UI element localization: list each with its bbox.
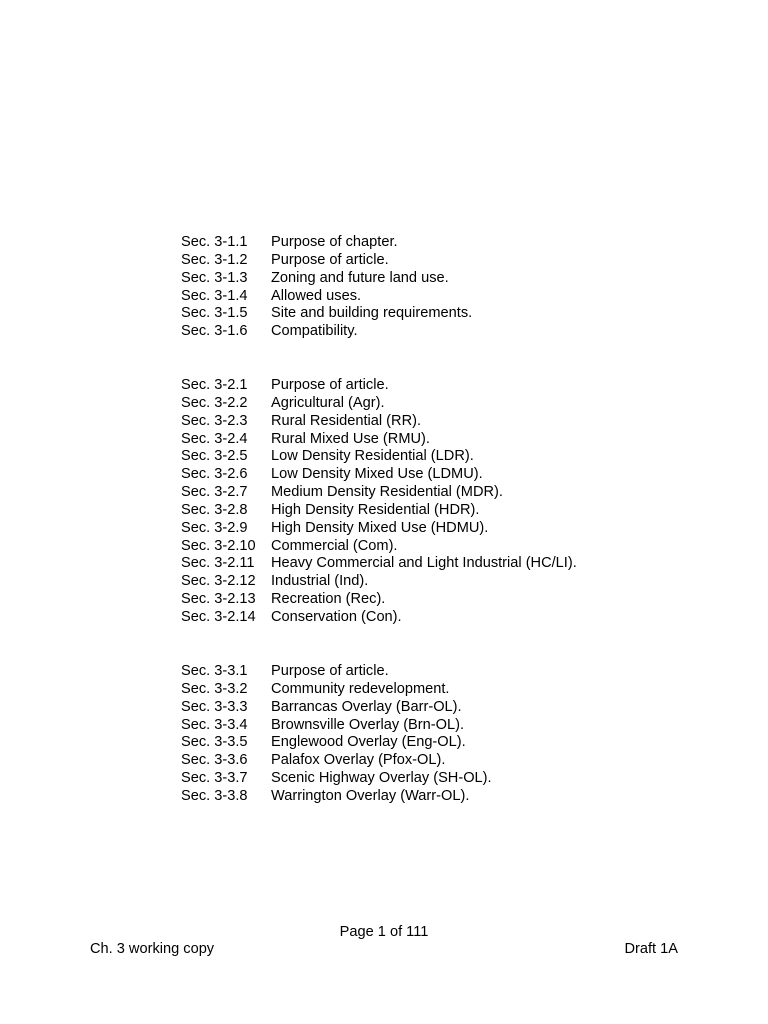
section-number: Sec. 3-2.9 bbox=[181, 519, 248, 536]
section-title: Purpose of chapter. bbox=[271, 234, 398, 250]
section-title: Zoning and future land use. bbox=[271, 269, 449, 286]
toc-entry bbox=[181, 609, 577, 627]
section-number: Sec. 3-3.4 bbox=[181, 716, 248, 733]
toc-entry bbox=[181, 502, 577, 520]
section-title: Compatibility. bbox=[271, 323, 358, 340]
section-number: Sec. 3-2.5 bbox=[181, 448, 248, 465]
toc-entry bbox=[181, 448, 577, 466]
section-title: Englewood Overlay (Eng-OL). bbox=[271, 734, 466, 751]
toc-group-article-1 bbox=[181, 234, 472, 341]
section-number: Sec. 3-3.6 bbox=[181, 752, 248, 769]
section-title: Low Density Residential (LDR). bbox=[271, 448, 474, 465]
toc-entry bbox=[181, 591, 577, 609]
section-title: Recreation (Rec). bbox=[271, 591, 386, 608]
toc-entry bbox=[181, 252, 472, 270]
section-number: Sec. 3-2.8 bbox=[181, 501, 248, 518]
toc-entry bbox=[181, 699, 492, 717]
section-number: Sec. 3-3.7 bbox=[181, 770, 248, 787]
section-number: Sec. 3-2.11 bbox=[181, 555, 255, 572]
section-title: Industrial (Ind). bbox=[271, 573, 369, 590]
section-title: Community redevelopment. bbox=[271, 680, 450, 697]
toc-entry bbox=[181, 520, 577, 538]
section-title: Conservation (Con). bbox=[271, 608, 402, 625]
footer-document-label: Ch. 3 working copy bbox=[90, 941, 215, 957]
toc-entry bbox=[181, 305, 472, 323]
toc-entry bbox=[181, 538, 577, 556]
section-number: Sec. 3-1.3 bbox=[181, 269, 248, 286]
section-title: Purpose of article. bbox=[271, 663, 389, 679]
section-title: Low Density Mixed Use (LDMU). bbox=[271, 466, 483, 483]
toc-entry bbox=[181, 788, 492, 806]
section-title: Palafox Overlay (Pfox-OL). bbox=[271, 752, 446, 769]
section-title: Purpose of article. bbox=[271, 377, 389, 393]
toc-entry bbox=[181, 717, 492, 735]
section-number: Sec. 3-2.10 bbox=[181, 537, 256, 554]
section-number: Sec. 3-2.14 bbox=[181, 608, 256, 625]
toc-entry bbox=[181, 681, 492, 699]
section-number: Sec. 3-1.2 bbox=[181, 251, 248, 268]
section-title: Medium Density Residential (MDR). bbox=[271, 484, 503, 501]
section-title: Site and building requirements. bbox=[271, 305, 473, 322]
section-title: Agricultural (Agr). bbox=[271, 394, 385, 411]
section-number: Sec. 3-2.7 bbox=[181, 484, 248, 501]
toc-entry bbox=[181, 734, 492, 752]
toc-entry bbox=[181, 323, 472, 341]
section-number: Sec. 3-2.12 bbox=[181, 573, 256, 590]
footer-draft-label: Draft 1A bbox=[624, 941, 678, 957]
toc-entry bbox=[181, 234, 472, 252]
toc-entry bbox=[181, 395, 577, 413]
section-number: Sec. 3-2.13 bbox=[181, 591, 256, 608]
toc-entry bbox=[181, 484, 577, 502]
toc-entry bbox=[181, 770, 492, 788]
section-number: Sec. 3-2.2 bbox=[181, 394, 248, 411]
toc-entry bbox=[181, 288, 472, 306]
section-title: Scenic Highway Overlay (SH-OL). bbox=[271, 770, 492, 787]
section-number: Sec. 3-2.4 bbox=[181, 430, 248, 447]
section-number: Sec. 3-3.8 bbox=[181, 787, 248, 804]
section-number: Sec. 3-3.1 bbox=[181, 663, 248, 679]
section-title: Rural Mixed Use (RMU). bbox=[271, 430, 430, 447]
toc-entry bbox=[181, 413, 577, 431]
section-title: Commercial (Com). bbox=[271, 537, 398, 554]
section-number: Sec. 3-1.4 bbox=[181, 287, 248, 304]
toc-entry bbox=[181, 377, 577, 395]
section-title: Rural Residential (RR). bbox=[271, 412, 422, 429]
toc-entry bbox=[181, 555, 577, 573]
section-number: Sec. 3-1.5 bbox=[181, 305, 248, 322]
toc-entry bbox=[181, 573, 577, 591]
section-number: Sec. 3-3.5 bbox=[181, 734, 248, 751]
section-title: Purpose of article. bbox=[271, 251, 389, 268]
section-title: Heavy Commercial and Light Industrial (HC/LI). bbox=[271, 555, 577, 572]
toc-entry bbox=[181, 270, 472, 288]
section-title: Allowed uses. bbox=[271, 287, 362, 304]
section-number: Sec. 3-2.6 bbox=[181, 466, 248, 483]
section-number: Sec. 3-1.1 bbox=[181, 234, 248, 250]
section-title: Brownsville Overlay (Brn-OL). bbox=[271, 716, 465, 733]
toc-entry bbox=[181, 431, 577, 449]
section-number: Sec. 3-3.3 bbox=[181, 698, 248, 715]
toc-entry bbox=[181, 466, 577, 484]
section-title: Barrancas Overlay (Barr-OL). bbox=[271, 698, 462, 715]
section-number: Sec. 3-1.6 bbox=[181, 323, 248, 340]
page-number: Page 1 of 111 bbox=[339, 924, 429, 940]
toc-group-article-3 bbox=[181, 663, 492, 806]
section-number: Sec. 3-2.1 bbox=[181, 377, 248, 393]
section-title: High Density Mixed Use (HDMU). bbox=[271, 519, 489, 536]
section-number: Sec. 3-3.2 bbox=[181, 680, 248, 697]
toc-entry bbox=[181, 663, 492, 681]
section-number: Sec. 3-2.3 bbox=[181, 412, 248, 429]
section-title: High Density Residential (HDR). bbox=[271, 501, 480, 518]
section-title: Warrington Overlay (Warr-OL). bbox=[271, 787, 470, 804]
toc-entry bbox=[181, 752, 492, 770]
toc-group-article-2 bbox=[181, 377, 577, 627]
